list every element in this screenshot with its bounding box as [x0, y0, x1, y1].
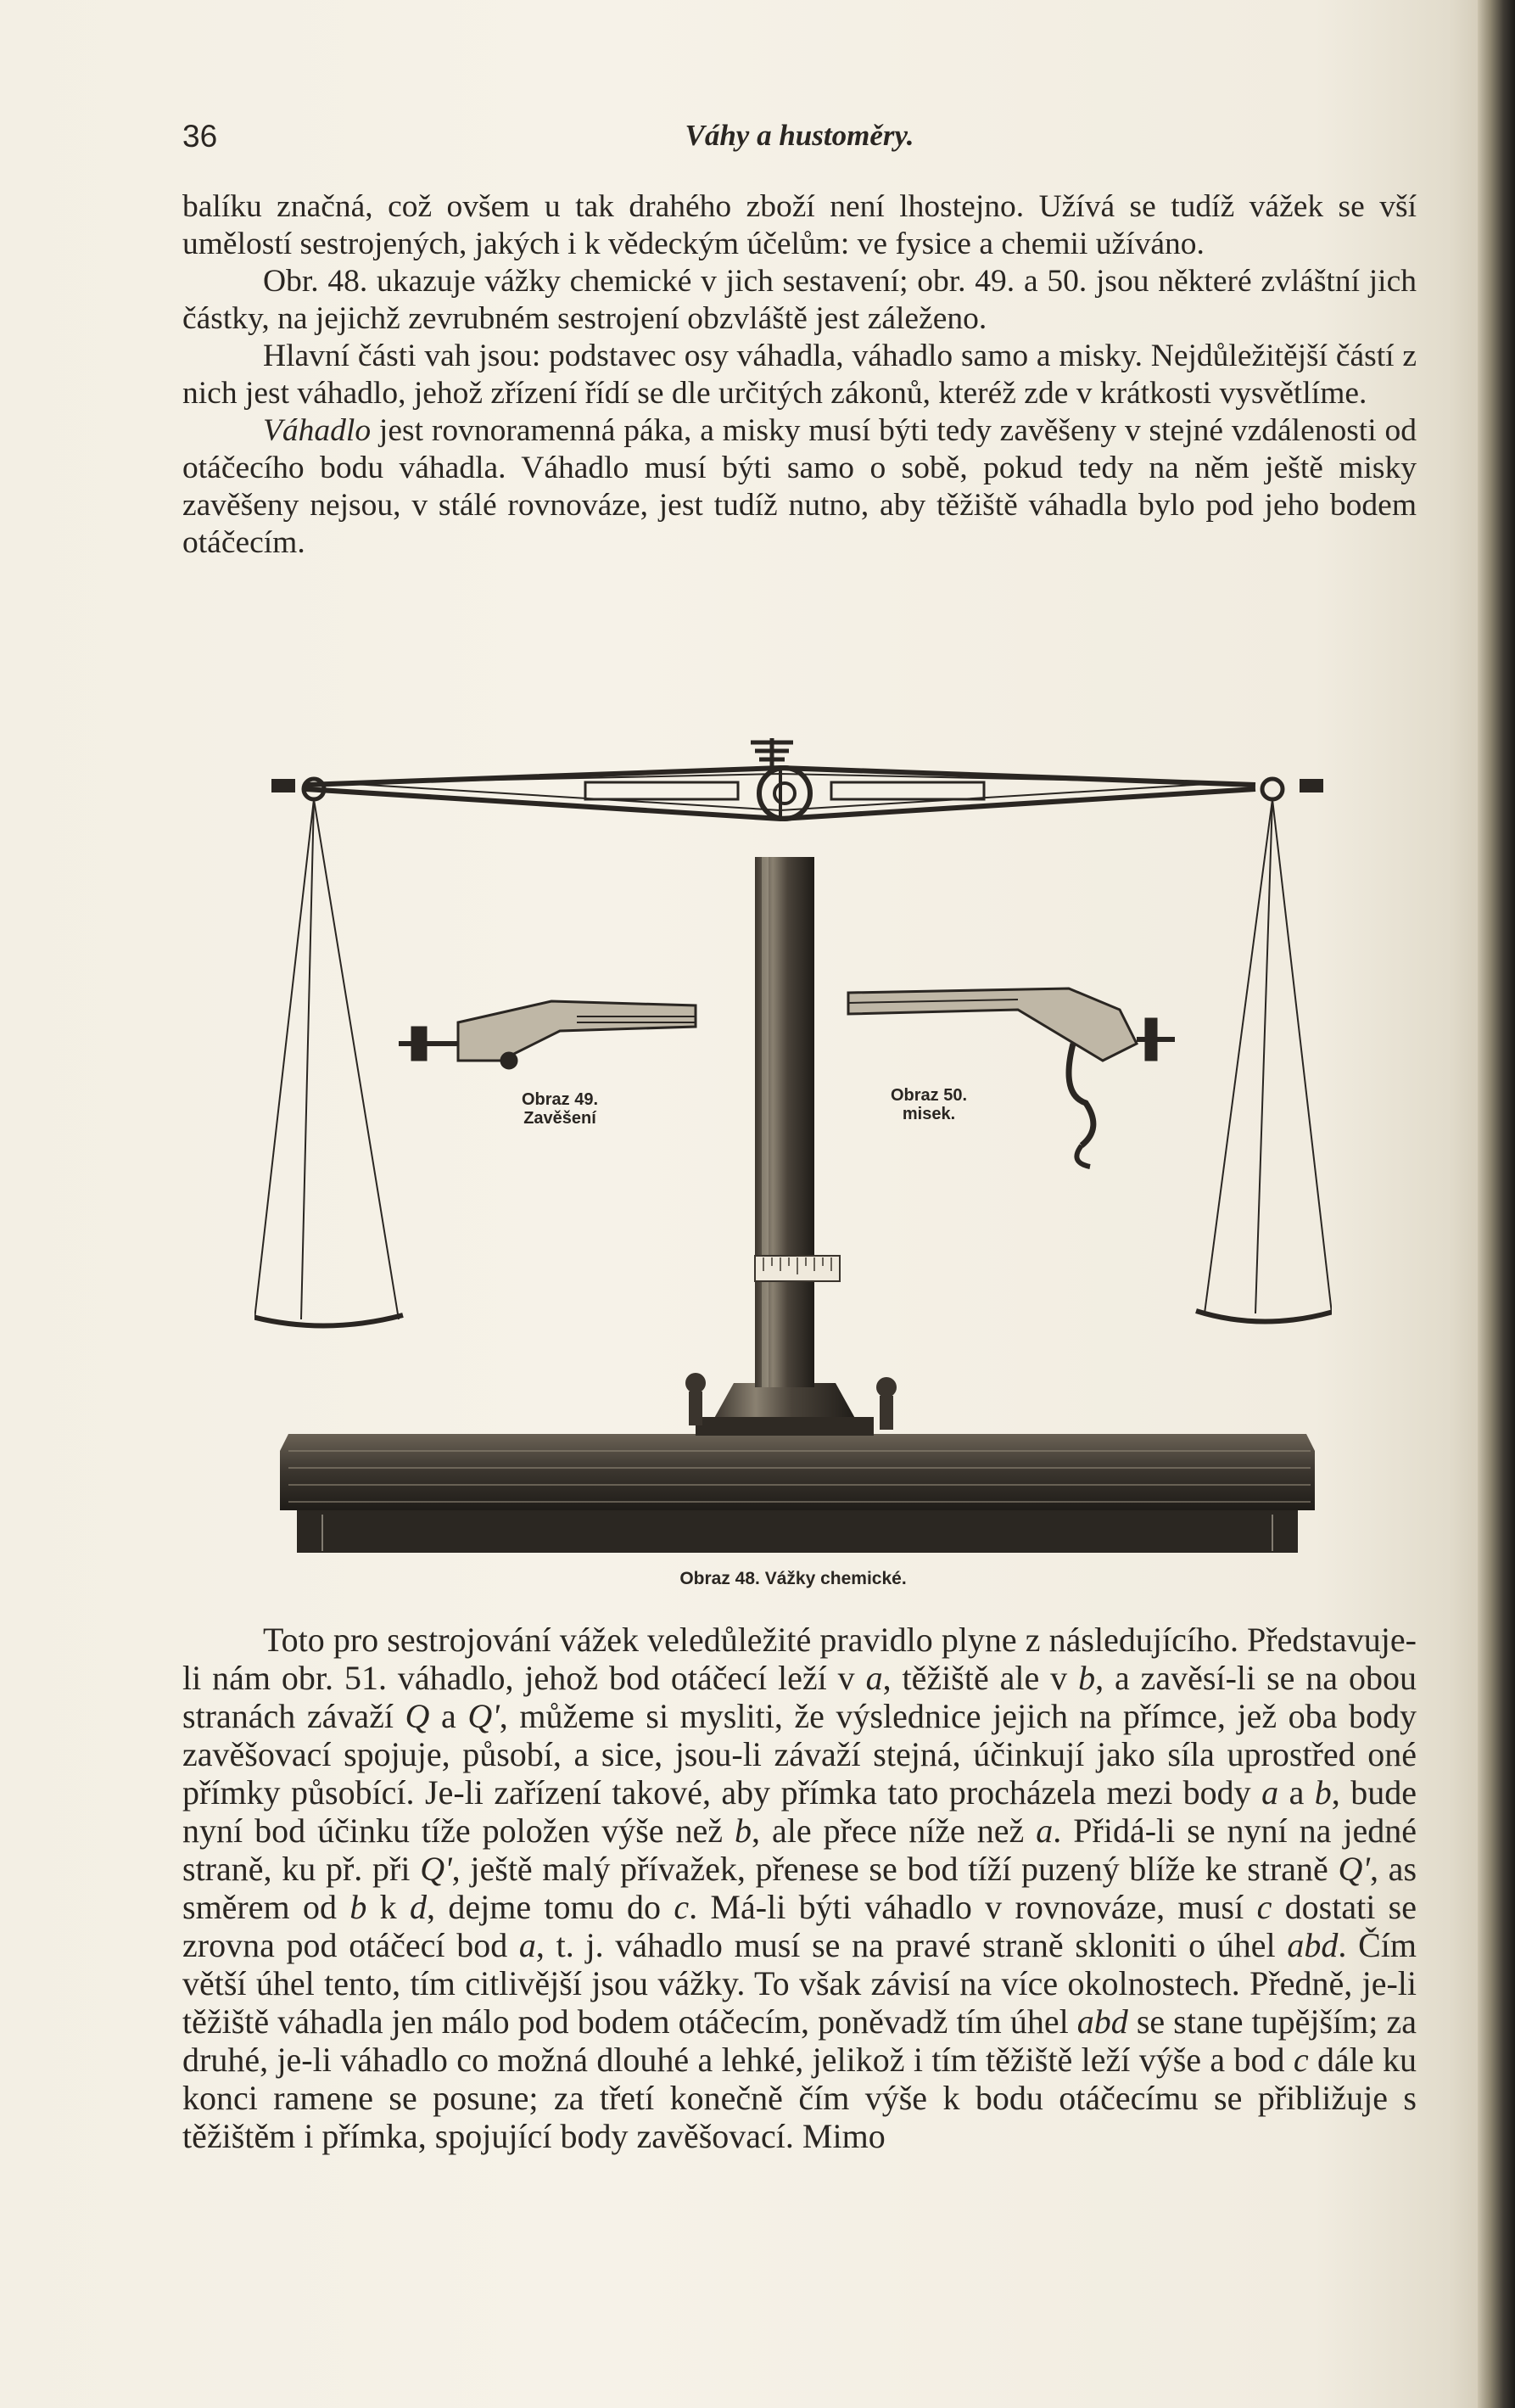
running-head — [182, 119, 1417, 161]
paragraph-4-text: jest rovnoramenná páka, a misky musí býti tedy zavěšeny v stejné vzdálenosti od otáčecího bodu váhadla. Váhadlo musí býti samo o sobě, pokud tedy na něm ještě misky zavěšeny nejsou, v stálé rovnováze, jest tudíž nutno, aby těžiště váhadla bylo pod jeho bodem otáčecím. — [182, 413, 1417, 560]
caption-figure-50 — [878, 1086, 980, 1123]
caption-figure-48: Obraz 48. Vážky chemické. — [679, 1569, 907, 1588]
caption-49-line2: Zavěšení — [523, 1109, 596, 1128]
caption-49-line1: Obraz 49. — [521, 1090, 599, 1109]
book-spine-shadow — [1478, 0, 1515, 2408]
page-number: 36 — [182, 119, 218, 154]
running-title: Váhy a hustoměry. — [685, 119, 914, 152]
beam-top-knob — [751, 738, 793, 768]
bottom-text — [182, 1621, 1417, 2155]
pointer-scale — [755, 1256, 840, 1281]
right-pan — [1196, 799, 1332, 1322]
figure-48-balance — [254, 704, 1332, 1604]
left-pan — [254, 799, 403, 1326]
figure-50-pan-hook — [848, 988, 1175, 1167]
paragraph-5: Toto pro sestrojování vážek veledůležité pravidlo plyne z následujícího. Představuje-li nám obr. 51. váhadlo, jehož bod otáčecí leží v a, těžiště ale v b, a zavěsí-li se na obou stranách závaží Q a Q', můžeme si mysliti, že výslednice jejich na přímce, jež oba body zavěšovací spojuje, působí, a sice, jsou-li závaží stejná, účinkují jako síla uprostřed oné přímky působící. Je-li zařízení takové, aby přímka tato procházela mezi body a a b, bude nyní bod účinku tíže položen výše než b, ale přece níže než a. Přidá-li se nyní na jedné straně, ku př. při Q', ještě malý přívažek, přenese se bod tíží puzený blíže ke straně Q', as směrem od b k d, dejme tomu do c. Má-li býti váhadlo v rovnováze, musí c dostati se zrovna pod otáčecí bod a, t. j. váhadlo musí se na pravé straně skloniti o úhel abd. Čím větší úhel tento, tím citlivější jsou vážky. To však závisí na více okolnostech. Předně, je-li těžiště váhadla jen málo pod bodem otáčecím, poněvadž tím úhel abd se stane tupějším; za druhé, je-li váhadlo co možná dlouhé a lehké, jelikož i tím těžiště leží výše a bod c dále ku konci ramene se posune; za třetí konečně čím výše k bodu otáčecímu se přibližuje s těžištěm i přímka, spojující body zavěšovací. Mimo — [182, 1621, 1417, 2155]
balance-beam — [305, 768, 1255, 819]
paragraph-3: Hlavní části vah jsou: podstavec osy váhadla, váhadlo samo a misky. Nejdůležitější částí z nich jest váhadlo, jehož zřízení řídí se dle určitých zákonů, kteréž zde v krátkosti vysvětlíme. — [182, 339, 1417, 411]
caption-50-line1: Obraz 50. — [890, 1086, 968, 1105]
caption-50-line2: misek. — [902, 1105, 956, 1123]
beam-end-right — [1262, 779, 1323, 799]
paragraph-1: balíku značná, což ovšem u tak drahého zboží není lhostejno. Užívá se tudíž vážek se vší umělostí sestrojených, jakých i k vědeckým účelům: ve fysice a chemii užíváno. — [182, 189, 1417, 261]
base-board — [280, 1434, 1315, 1553]
paragraph-4 — [182, 412, 1417, 562]
paragraph-2: Obr. 48. ukazuje vážky chemické v jich sestavení; obr. 49. a 50. jsou některé zvláštní jich částky, na jejichž zevrubném sestrojení obzvláště jest záleženo. — [182, 264, 1417, 336]
balance-engraving — [254, 704, 1332, 1570]
top-text — [182, 188, 1417, 562]
figure-49-suspension — [399, 1001, 696, 1069]
term-vahadlo: Váhadlo — [263, 413, 372, 448]
caption-figure-49 — [509, 1090, 611, 1128]
